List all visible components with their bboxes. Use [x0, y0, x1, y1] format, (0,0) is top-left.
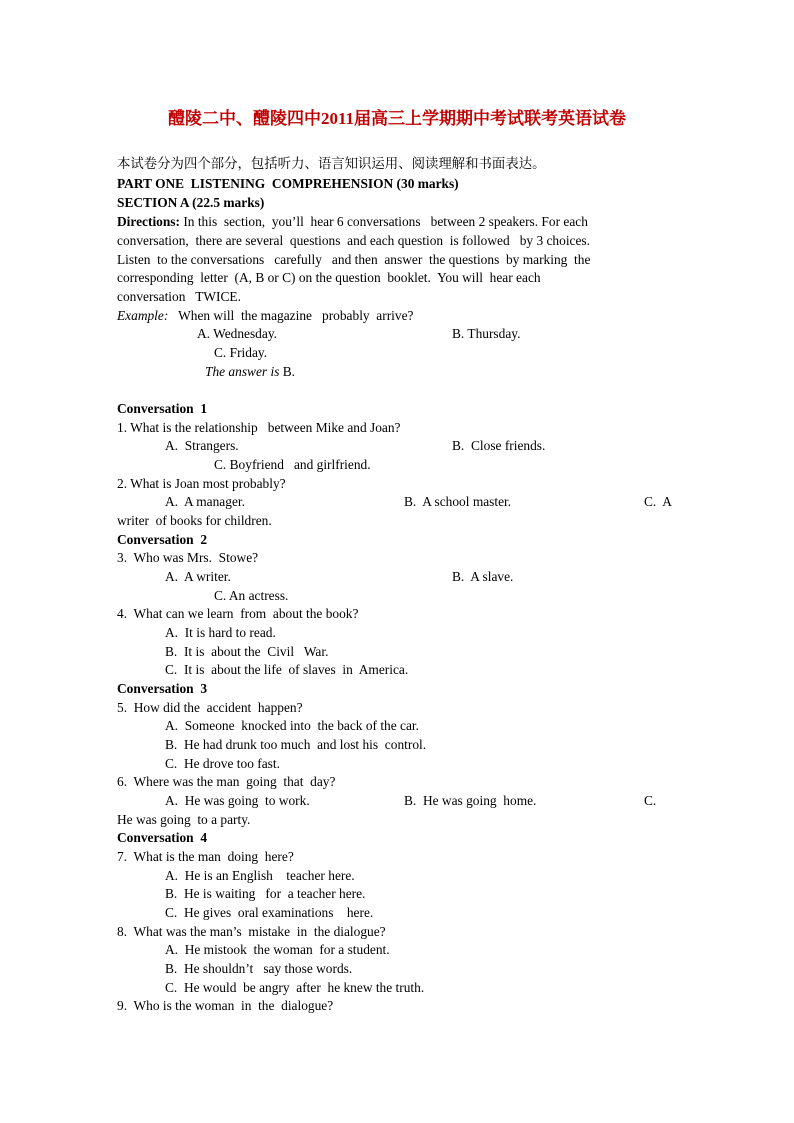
q2-option-c: C. A	[644, 494, 672, 509]
q6-option-c: C.	[644, 793, 657, 808]
directions-text: In this section, you’ll hear 6 conversations between 2 speakers. For each	[179, 214, 588, 229]
question-3: 3. Who was Mrs. Stowe?	[117, 550, 259, 565]
question-6: 6. Where was the man going that day?	[117, 774, 336, 789]
q7-option-c: C. He gives oral examinations here.	[165, 905, 374, 920]
section-a-heading: SECTION A (22.5 marks)	[117, 195, 265, 210]
q1-option-c: C. Boyfriend and girlfriend.	[214, 457, 371, 472]
question-4: 4. What can we learn from about the book?	[117, 606, 359, 621]
example-option-b: B. Thursday.	[452, 326, 521, 341]
q5-option-a: A. Someone knocked into the back of the car.	[165, 718, 419, 733]
q1-option-a: A. Strangers.	[165, 438, 239, 453]
q2-option-a: A. A manager.	[165, 494, 245, 509]
conversation-2-heading: Conversation 2	[117, 532, 208, 547]
q4-option-a: A. It is hard to read.	[165, 625, 276, 640]
q8-option-c: C. He would be angry after he knew the truth.	[165, 980, 425, 995]
q2-option-b: B. A school master.	[404, 494, 512, 509]
q3-option-b: B. A slave.	[452, 569, 514, 584]
answer-value: B.	[279, 364, 296, 379]
directions-line-5: conversation TWICE.	[117, 289, 241, 304]
question-8: 8. What was the man’s mistake in the dialogue?	[117, 924, 386, 939]
q3-option-c: C. An actress.	[214, 588, 289, 603]
q3-option-a: A. A writer.	[165, 569, 231, 584]
q2-option-c-cont: writer of books for children.	[117, 513, 272, 528]
intro-text: 本试卷分为四个部分，包括听力、语言知识运用、阅读理解和书面表达。	[117, 156, 546, 171]
part-one-heading: PART ONE LISTENING COMPREHENSION (30 marks)	[117, 176, 459, 191]
q8-option-a: A. He mistook the woman for a student.	[165, 942, 390, 957]
question-2: 2. What is Joan most probably?	[117, 476, 286, 491]
directions-line-2: conversation, there are several questions and each question is followed by 3 choices.	[117, 233, 590, 248]
example-label: Example:	[117, 308, 169, 323]
q5-option-b: B. He had drunk too much and lost his control.	[165, 737, 427, 752]
conversation-3-heading: Conversation 3	[117, 681, 208, 696]
conversation-1-heading: Conversation 1	[117, 401, 208, 416]
q7-option-a: A. He is an English teacher here.	[165, 868, 355, 883]
question-9: 9. Who is the woman in the dialogue?	[117, 998, 334, 1013]
question-7: 7. What is the man doing here?	[117, 849, 294, 864]
q6-option-a: A. He was going to work.	[165, 793, 310, 808]
example-question	[117, 307, 413, 326]
example-option-c: C. Friday.	[214, 345, 268, 360]
q4-option-c: C. It is about the life of slaves in America.	[165, 662, 409, 677]
exam-title: 醴陵二中、醴陵四中2011届高三上学期期中考试联考英语试卷	[167, 109, 627, 128]
q7-option-b: B. He is waiting for a teacher here.	[165, 886, 366, 901]
example-question-text: When will the magazine probably arrive?	[168, 308, 414, 323]
example-answer	[205, 363, 295, 382]
directions-line-3: Listen to the conversations carefully and then answer the questions by marking the	[117, 252, 591, 267]
conversation-4-heading: Conversation 4	[117, 830, 208, 845]
directions-line-4: corresponding letter (A, B or C) on the question booklet. You will hear each	[117, 270, 541, 285]
directions-line-1	[117, 213, 588, 232]
directions-label: Directions:	[117, 214, 180, 229]
q4-option-b: B. It is about the Civil War.	[165, 644, 329, 659]
q6-option-b: B. He was going home.	[404, 793, 537, 808]
q8-option-b: B. He shouldn’t say those words.	[165, 961, 353, 976]
q1-option-b: B. Close friends.	[452, 438, 546, 453]
example-option-a: A. Wednesday.	[197, 326, 277, 341]
q5-option-c: C. He drove too fast.	[165, 756, 280, 771]
question-5: 5. How did the accident happen?	[117, 700, 303, 715]
question-1: 1. What is the relationship between Mike and Joan?	[117, 420, 401, 435]
answer-prefix: The answer is	[205, 364, 280, 379]
q6-option-c-cont: He was going to a party.	[117, 812, 251, 827]
